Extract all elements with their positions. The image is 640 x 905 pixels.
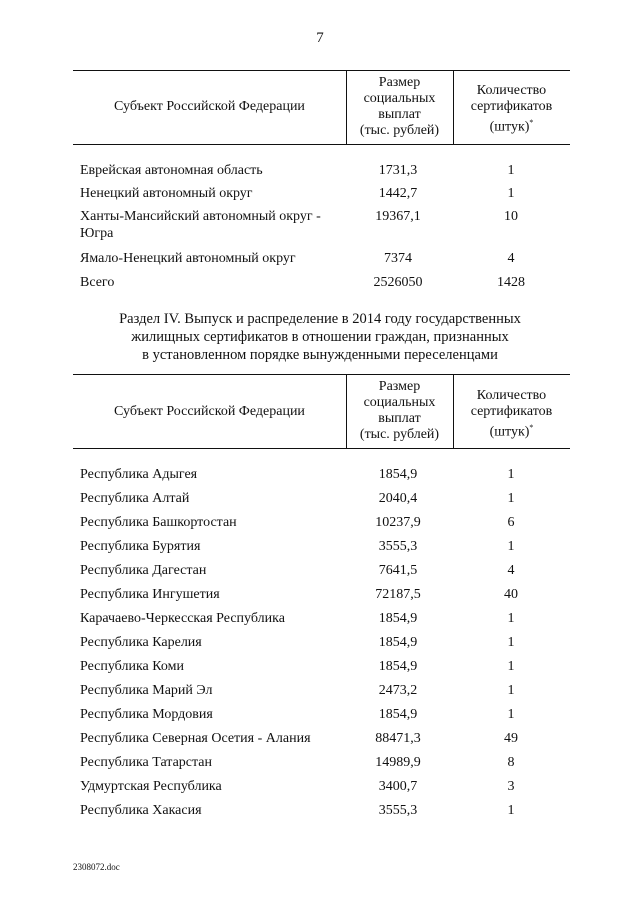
count-cell: 1 (507, 803, 515, 818)
count-cell: 1 (507, 186, 515, 201)
count-cell: 3 (507, 779, 515, 794)
amount-cell: 1442,7 (378, 186, 418, 201)
subject-cell: Еврейская автономная область (80, 163, 263, 178)
subject-cell: Республика Северная Осетия - Алания (80, 731, 311, 746)
table-2-header-count: Количество сертификатов (штук)* (470, 388, 553, 440)
page-number: 7 (316, 30, 324, 46)
subject-cell: Республика Бурятия (80, 539, 201, 554)
amount-cell: 1854,9 (378, 707, 418, 722)
count-cell: 49 (504, 731, 518, 746)
count-cell: 1 (507, 707, 515, 722)
amount-cell: 72187,5 (375, 587, 421, 602)
count-cell: 8 (507, 755, 515, 770)
subject-cell: Республика Хакасия (80, 803, 202, 818)
amount-cell: 7641,5 (378, 563, 418, 578)
count-cell: 1 (507, 539, 515, 554)
count-cell: 1 (507, 611, 515, 626)
subject-cell: Всего (80, 275, 115, 290)
amount-cell: 3555,3 (378, 539, 418, 554)
subject-cell: Республика Дагестан (80, 563, 207, 578)
amount-cell: 1854,9 (378, 659, 418, 674)
amount-cell: 1854,9 (378, 635, 418, 650)
count-cell: 10 (504, 209, 518, 224)
amount-cell: 1854,9 (378, 467, 418, 482)
footnote-mark: * (529, 423, 534, 432)
amount-cell: 7374 (384, 251, 412, 266)
footnote-mark: * (529, 118, 534, 127)
amount-cell: 2526050 (373, 275, 423, 290)
count-cell: 1 (507, 683, 515, 698)
amount-cell: 88471,3 (375, 731, 421, 746)
count-cell: 1 (507, 163, 515, 178)
subject-cell: Республика Марий Эл (80, 683, 213, 698)
subject-cell: Ханты-Мансийский автономный округ - Югра (80, 209, 321, 241)
count-cell: 6 (507, 515, 515, 530)
amount-cell: 2040,4 (378, 491, 418, 506)
count-cell: 40 (504, 587, 518, 602)
table-2-header-amount: Размер социальных выплат (тыс. рублей) (359, 379, 440, 442)
table-2-header-subject: Субъект Российской Федерации (114, 404, 305, 419)
subject-cell: Республика Ингушетия (80, 587, 220, 602)
count-cell: 1428 (497, 275, 525, 290)
count-cell: 1 (507, 467, 515, 482)
subject-cell: Республика Карелия (80, 635, 202, 650)
amount-cell: 3555,3 (378, 803, 418, 818)
amount-cell: 1854,9 (378, 611, 418, 626)
table-1-header-subject: Субъект Российской Федерации (114, 99, 305, 114)
subject-cell: Республика Татарстан (80, 755, 213, 770)
table-1-top-rule (73, 70, 570, 71)
count-cell: 1 (507, 635, 515, 650)
count-cell: 4 (507, 563, 515, 578)
subject-cell: Республика Мордовия (80, 707, 213, 722)
table-2-top-rule (73, 374, 570, 375)
table-1-header-amount: Размер социальных выплат (тыс. рублей) (359, 75, 440, 138)
amount-cell: 14989,9 (375, 755, 421, 770)
amount-cell: 1731,3 (378, 163, 418, 178)
file-name-footer: 2308072.doc (73, 862, 120, 872)
amount-cell: 19367,1 (375, 209, 421, 224)
subject-cell: Ямало-Ненецкий автономный округ (80, 251, 296, 266)
subject-cell: Республика Адыгея (80, 467, 198, 482)
amount-cell: 10237,9 (375, 515, 421, 530)
amount-cell: 2473,2 (378, 683, 418, 698)
amount-cell: 3400,7 (378, 779, 418, 794)
subject-cell: Республика Алтай (80, 491, 190, 506)
subject-cell: Карачаево-Черкесская Республика (80, 611, 285, 626)
table-1-header-rule (73, 144, 570, 145)
count-cell: 4 (507, 251, 515, 266)
subject-cell: Удмуртская Республика (80, 779, 222, 794)
subject-cell: Республика Коми (80, 659, 184, 674)
table-1-header-count: Количество сертификатов (штук)* (470, 83, 553, 135)
section-title: Раздел IV. Выпуск и распределение в 2014 году государственных жилищных сертификатов в отношении граждан, признанных в установленном порядке вынужденными переселенцами (119, 311, 521, 363)
table-2-header-rule (73, 448, 570, 449)
count-cell: 1 (507, 659, 515, 674)
count-cell: 1 (507, 491, 515, 506)
subject-cell: Республика Башкортостан (80, 515, 237, 530)
subject-cell: Ненецкий автономный округ (80, 186, 253, 201)
